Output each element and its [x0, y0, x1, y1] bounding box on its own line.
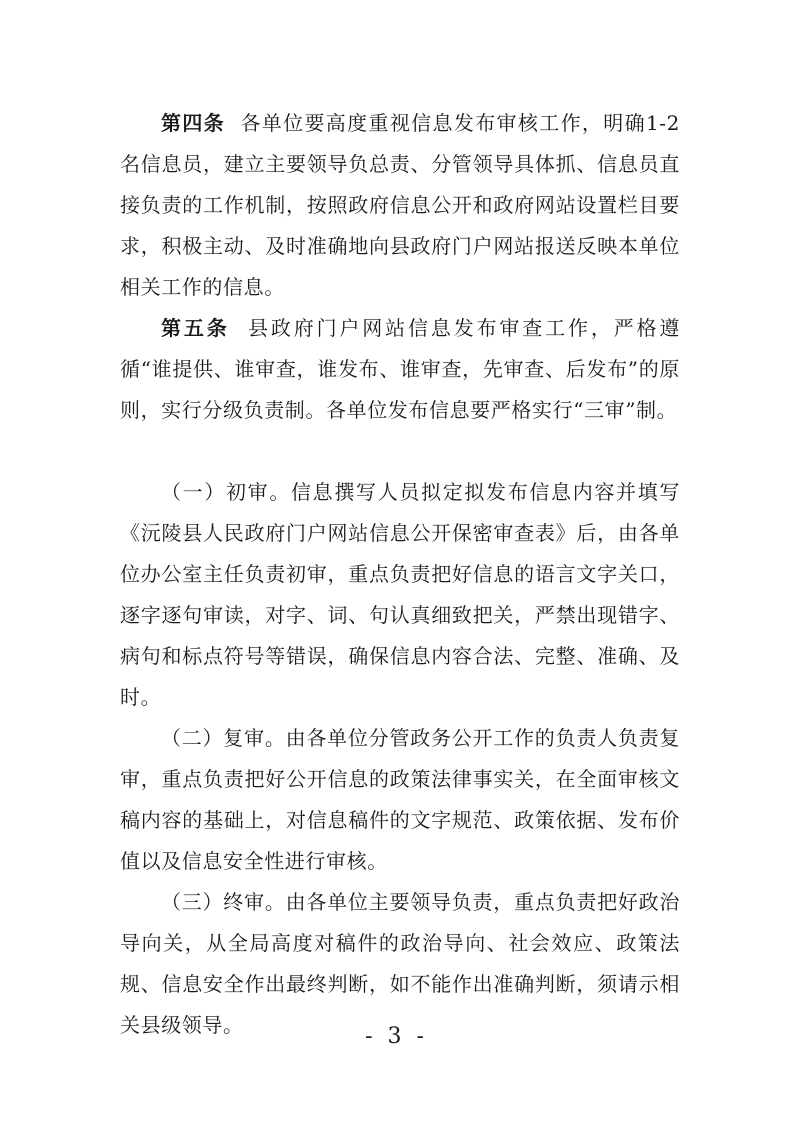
page-number: - 3 -: [365, 1024, 428, 1049]
item-final-review-body: 由各单位主要领导负责，重点负责把好政治导向关，从全局高度对稿件的政治导向、社会效应、政策法规、信息安全作出最终判断，如不能作出准确判断，须请示相关县级领导。: [120, 890, 680, 1037]
item-final-review-heading: （三）终审。: [161, 890, 286, 914]
item-second-review-paragraph: [120, 718, 680, 882]
article-5-paragraph: [120, 308, 680, 431]
item-initial-review-body: 信息撰写人员拟定拟发布信息内容并填写《沅陵县人民政府门户网站信息公开保密审查表》后，由各单位办公室主任负责初审，重点负责把好信息的语言文字关口，逐字逐句审读，对字、词、句认真细致把关，严禁出现错字、病句和标点符号等错误，确保信息内容合法、完整、准确、及时。: [120, 480, 680, 709]
article-4-body: 各单位要高度重视信息发布审核工作，明确1-2名信息员，建立主要领导负总责、分管领导具体抓、信息员直接负责的工作机制，按照政府信息公开和政府网站设置栏目要求，积极主动、及时准确地向县政府门户网站报送反映本单位相关工作的信息。: [120, 111, 680, 299]
item-second-review-body: 由各单位分管政务公开工作的负责人负责复审，重点负责把好公开信息的政策法律事实关，在全面审核文稿内容的基础上，对信息稿件的文字规范、政策依据、发布价值以及信息安全性进行审核。: [120, 726, 680, 873]
item-final-review-paragraph: [120, 882, 680, 1046]
article-5-body: 县政府门户网站信息发布审查工作，严格遵循“谁提供、谁审查，谁发布、谁审查，先审查、后发布”的原则，实行分级负责制。各单位发布信息要严格实行“三审”制。: [120, 316, 681, 422]
article-4-paragraph: [120, 103, 680, 308]
article-4-heading: 第四条: [161, 111, 226, 135]
item-second-review-heading: （二）复审。: [161, 726, 286, 750]
article-5-heading: 第五条: [161, 316, 230, 340]
item-initial-review-heading: （一）初审。: [161, 480, 292, 504]
item-initial-review-paragraph: [120, 472, 680, 718]
